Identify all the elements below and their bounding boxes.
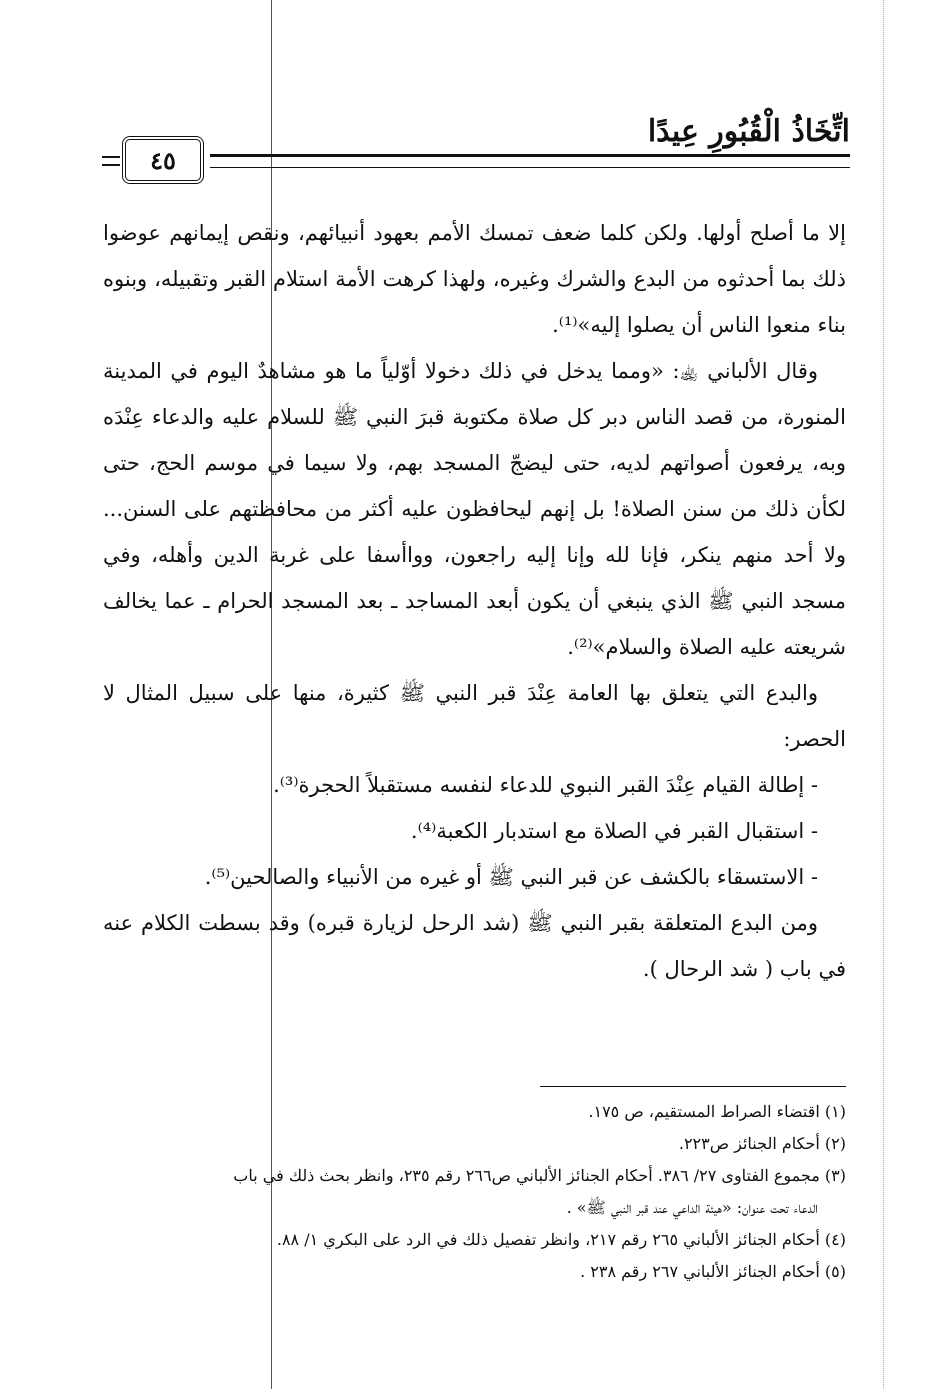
scan-edge-line: [883, 0, 884, 1389]
footnotes: [103, 1096, 846, 1288]
list-item: - الاستسقاء بالكشف عن قبر النبي ﷺ أو غيره من الأنبياء والصالحين⁽⁵⁾.: [204, 865, 818, 889]
footnote-separator: [540, 1086, 846, 1087]
header-rule: [210, 154, 850, 168]
paragraph-continuation: إلا ما أصلح أولها. ولكن كلما ضعف تمسك الأمم بعهود أنبيائهم، ونقص إيمانهم عوضوا ذلك بما أحدثوه من البدع والشرك وغيره، ولهذا كرهت الأمة استلام القبر وتقبيله، وبنوه بناء منعوا الناس أن يصلوا إليه»⁽¹⁾.: [103, 221, 846, 337]
footnote-1: (١) اقتضاء الصراط المستقيم، ص ١٧٥.: [588, 1102, 846, 1121]
footnote-2: (٢) أحكام الجنائز ص٢٢٣.: [678, 1134, 846, 1153]
paragraph-bidaa-intro: والبدع التي يتعلق بها العامة عِنْدَ قبر النبي ﷺ كثيرة، منها على سبيل المثال لا الحصر:: [103, 681, 846, 751]
footnote-3: (٣) مجموع الفتاوى ٢٧/ ٣٨٦. أحكام الجنائز الألباني ص٢٦٦ رقم ٢٣٥، وانظر بحث ذلك في باب: [233, 1166, 846, 1185]
footnote-4: (٤) أحكام الجنائز الألباني ٢٦٥ رقم ٢١٧، وانظر تفصيل ذلك في الرد على البكري ١/ ٨٨.: [276, 1230, 846, 1249]
footnote-3-continuation: الدعاء تحت عنوان: «هيئة الداعي عند قبر النبي ﷺ» .: [566, 1198, 818, 1217]
list-item: - استقبال القبر في الصلاة مع استدبار الكعبة⁽⁴⁾.: [410, 819, 818, 843]
paragraph-shadd-rahl: ومن البدع المتعلقة بقبر النبي ﷺ (شد الرحل لزيارة قبره) وقد بسطت الكلام عنه في باب ( شد الرحال ).: [103, 911, 846, 981]
main-text: [103, 210, 846, 992]
header-rule-stub: [102, 156, 120, 166]
paragraph-albani-quote: وقال الألباني ﵀: «ومما يدخل في ذلك دخولا أوّلياً ما هو مشاهدٌ اليوم في المدينة المنورة، من قصد الناس دبر كل صلاة مكتوبة قبرَ النبي ﷺ للسلام عليه والدعاء عِنْدَه وبه، يرفعون أصواتهم لديه، حتى ليضجّ المسجد بهم، ولا سيما في موسم الحج، حتى لكأن ذلك من سنن الصلاة! بل إنهم ليحافظون عليه أكثر من محافظتهم على السنن... ولا أحد منهم ينكر، فإنا لله وإنا إليه راجعون، وواأسفا على غربة الدين وأهله، وفي مسجد النبي ﷺ الذي ينبغي أن يكون أبعد المساجد ـ بعد المسجد الحرام ـ عما يخالف شريعته عليه الصلاة والسلام»⁽²⁾.: [103, 359, 846, 659]
page-header: [100, 108, 850, 188]
list-item: - إطالة القيام عِنْدَ القبر النبوي للدعاء لنفسه مستقبلاً الحجرة⁽³⁾.: [273, 773, 818, 797]
footnote-5: (٥) أحكام الجنائز الألباني ٢٦٧ رقم ٢٣٨ .: [580, 1262, 846, 1281]
running-title: اتِّخَاذُ الْقُبُورِ عِيدًا: [647, 114, 850, 149]
page-number: ٤٥: [122, 136, 204, 184]
